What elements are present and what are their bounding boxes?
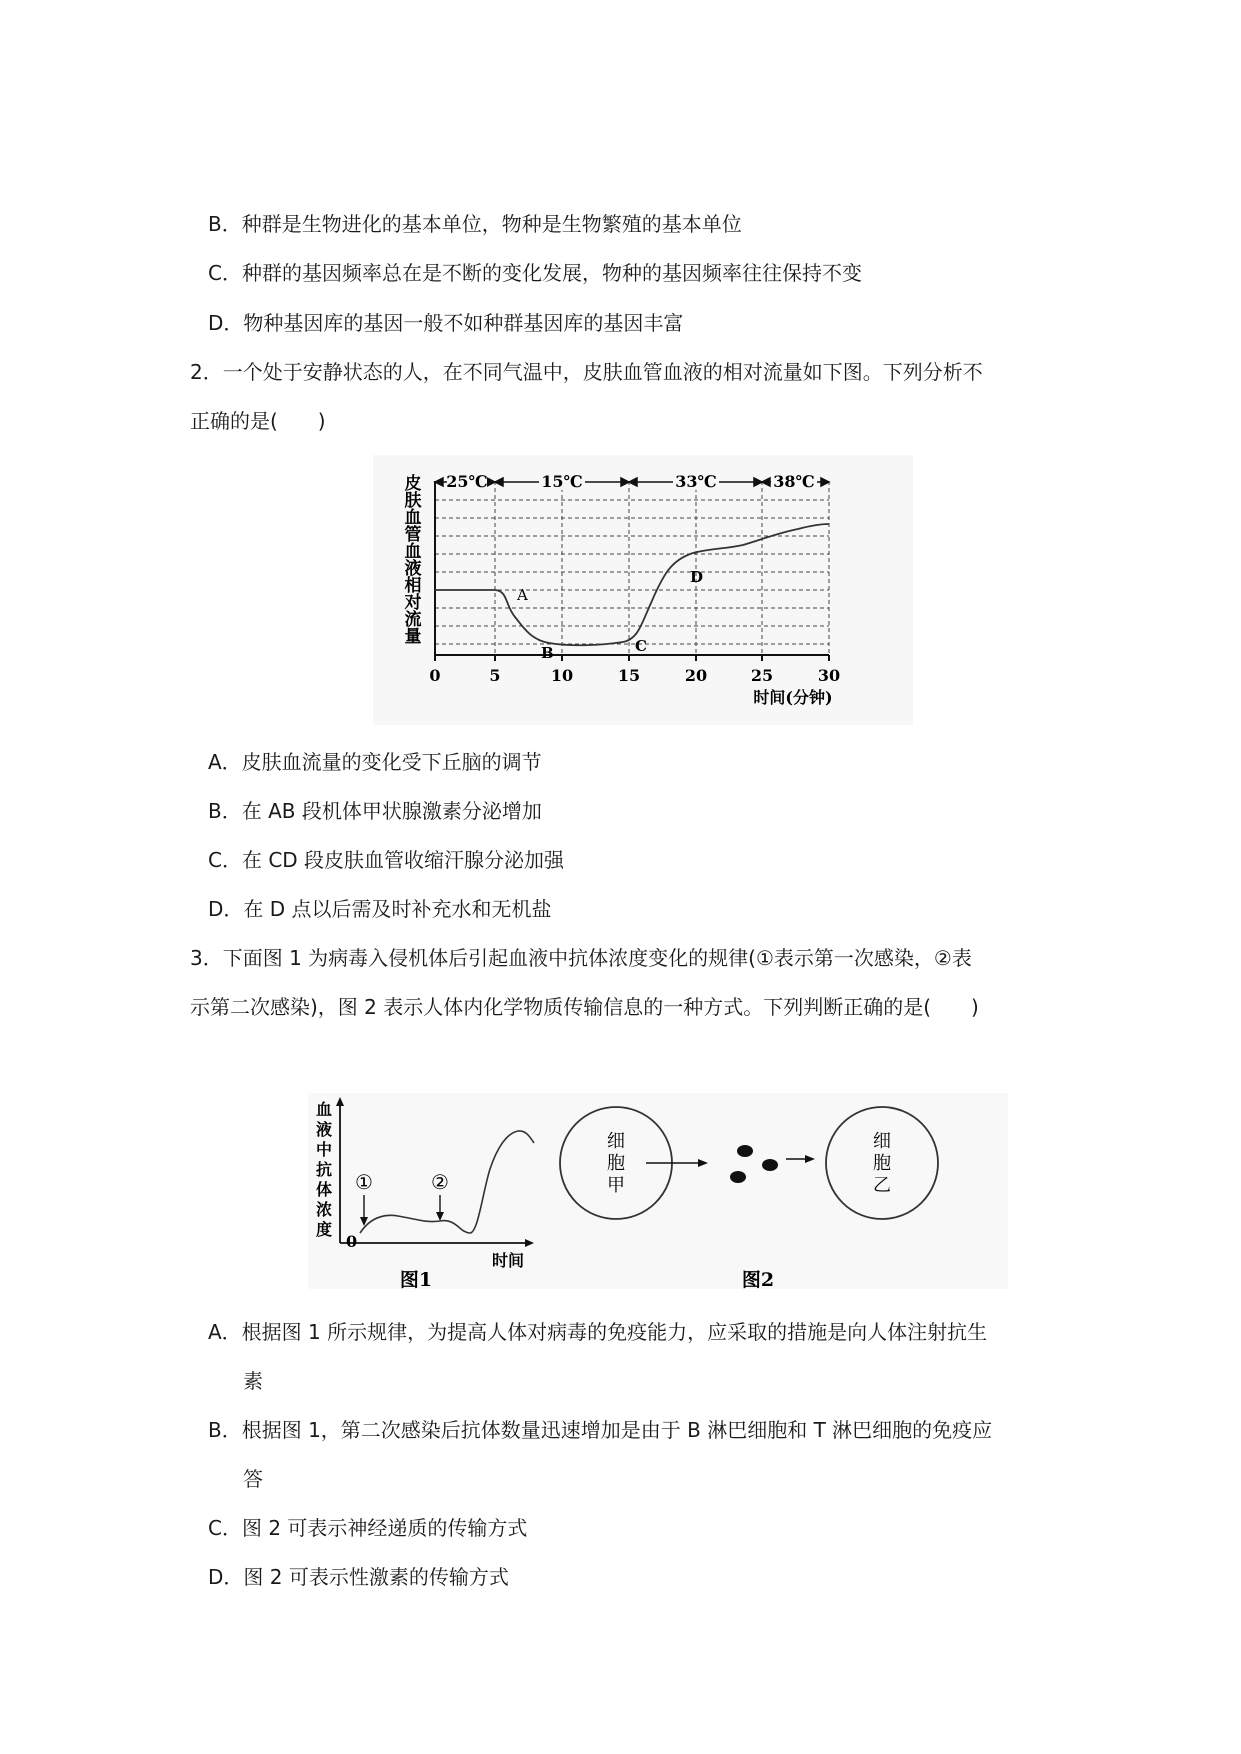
q2-stem-line2: 正确的是( ) bbox=[190, 409, 326, 433]
q2-xtick-0: 0 bbox=[429, 666, 441, 685]
q3-option-a-line1: A．根据图 1 所示规律，为提高人体对病毒的免疫能力，应采取的措施是向人体注射抗生 bbox=[208, 1320, 988, 1344]
signal-molecule bbox=[762, 1159, 778, 1171]
q2-ylabel-5: 液 bbox=[404, 559, 422, 579]
q3-ylabel-5: 浓 bbox=[315, 1200, 333, 1219]
q2-blood-flow-curve bbox=[435, 524, 829, 645]
q3-ylabel-0: 血 bbox=[315, 1100, 333, 1119]
q3-option-b-line2: 答 bbox=[243, 1467, 263, 1491]
q2-option-c: C．在 CD 段皮肤血管收缩汗腺分泌加强 bbox=[208, 848, 565, 872]
signal-molecule bbox=[737, 1145, 753, 1157]
q2-option-a: A．皮肤血流量的变化受下丘脑的调节 bbox=[208, 750, 542, 774]
cell-yi-label-0: 细 bbox=[873, 1131, 891, 1152]
q3-stem-line2: 示第二次感染)，图 2 表示人体内化学物质传输信息的一种方式。下列判断正确的是( ) bbox=[190, 995, 979, 1019]
q1-option-c: C．种群的基因频率总在是不断的变化发展，物种的基因频率往往保持不变 bbox=[208, 261, 862, 285]
q2-ylabel-8: 流 bbox=[404, 610, 422, 630]
q2-point-a: A bbox=[517, 586, 528, 604]
q2-xtick-25: 25 bbox=[750, 666, 774, 685]
signal-molecule bbox=[730, 1171, 746, 1183]
q2-temp-33: 33℃ bbox=[675, 472, 717, 491]
cell-yi-label-2: 乙 bbox=[873, 1175, 891, 1196]
q3-option-b-line1: B．根据图 1，第二次感染后抗体数量迅速增加是由于 B 淋巴细胞和 T 淋巴细胞的免疫应 bbox=[208, 1418, 993, 1442]
q1-option-d: D．物种基因库的基因一般不如种群基因库的基因丰富 bbox=[208, 311, 684, 335]
q3-caption-1: 图1 bbox=[399, 1269, 433, 1289]
q3-ylabel-2: 中 bbox=[315, 1140, 333, 1159]
q2-point-b: B bbox=[541, 644, 554, 662]
q2-ylabel-9: 量 bbox=[404, 627, 422, 647]
q2-xtick-5: 5 bbox=[489, 666, 501, 685]
q3-option-a-line2: 素 bbox=[243, 1369, 263, 1393]
q3-xlabel: 时间 bbox=[491, 1251, 525, 1270]
q2-ylabel-0: 皮 bbox=[404, 474, 422, 494]
q2-ylabel-6: 相 bbox=[404, 576, 422, 596]
q2-xtick-20: 20 bbox=[684, 666, 708, 685]
q3-option-d: D．图 2 可表示性激素的传输方式 bbox=[208, 1565, 509, 1589]
q2-option-b: B．在 AB 段机体甲状腺激素分泌增加 bbox=[208, 799, 542, 823]
cell-yi-label-1: 胞 bbox=[873, 1153, 891, 1174]
q2-stem-line1: 2．一个处于安静状态的人，在不同气温中，皮肤血管血液的相对流量如下图。下列分析不 bbox=[190, 360, 983, 384]
q2-ylabel-4: 血 bbox=[404, 542, 422, 562]
q2-point-d: D bbox=[690, 568, 704, 586]
cell-jia-label-2: 甲 bbox=[607, 1175, 625, 1196]
cell-jia-label-1: 胞 bbox=[607, 1153, 625, 1174]
q2-xlabel: 时间(分钟) bbox=[753, 688, 833, 707]
q2-temp-25: 25℃ bbox=[446, 472, 488, 491]
q1-option-b: B．种群是生物进化的基本单位，物种是生物繁殖的基本单位 bbox=[208, 212, 742, 236]
q2-option-d: D．在 D 点以后需及时补充水和无机盐 bbox=[208, 897, 552, 921]
q3-ylabel-1: 液 bbox=[315, 1120, 333, 1139]
q2-ylabel-3: 管 bbox=[404, 525, 422, 545]
q2-point-c: C bbox=[635, 637, 647, 655]
q3-figure1 bbox=[316, 1097, 534, 1289]
q3-option-c: C．图 2 可表示神经递质的传输方式 bbox=[208, 1516, 528, 1540]
cell-jia-label-0: 细 bbox=[607, 1131, 625, 1152]
q2-ylabel-7: 对 bbox=[404, 593, 422, 613]
q3-origin: 0 bbox=[346, 1232, 358, 1251]
q3-ylabel-3: 抗 bbox=[315, 1160, 333, 1179]
q2-figure bbox=[373, 455, 913, 725]
q2-xtick-30: 30 bbox=[817, 666, 841, 685]
q3-ylabel-4: 体 bbox=[315, 1180, 333, 1199]
q3-stem-line1: 3．下面图 1 为病毒入侵机体后引起血液中抗体浓度变化的规律(①表示第一次感染，②表 bbox=[190, 946, 972, 970]
q2-temp-38: 38℃ bbox=[773, 472, 815, 491]
q2-ylabel-1: 肤 bbox=[404, 491, 422, 511]
q2-xtick-15: 15 bbox=[617, 666, 641, 685]
q3-caption-2: 图2 bbox=[741, 1269, 775, 1289]
q3-figure2 bbox=[560, 1107, 938, 1289]
q2-temp-15: 15℃ bbox=[541, 472, 583, 491]
q3-mark-2: ② bbox=[431, 1170, 449, 1194]
q2-ylabel-2: 血 bbox=[404, 508, 422, 528]
q3-figures bbox=[308, 1093, 1008, 1289]
q3-mark-1: ① bbox=[355, 1170, 373, 1194]
q3-ylabel-6: 度 bbox=[315, 1220, 333, 1239]
q2-xtick-10: 10 bbox=[550, 666, 574, 685]
